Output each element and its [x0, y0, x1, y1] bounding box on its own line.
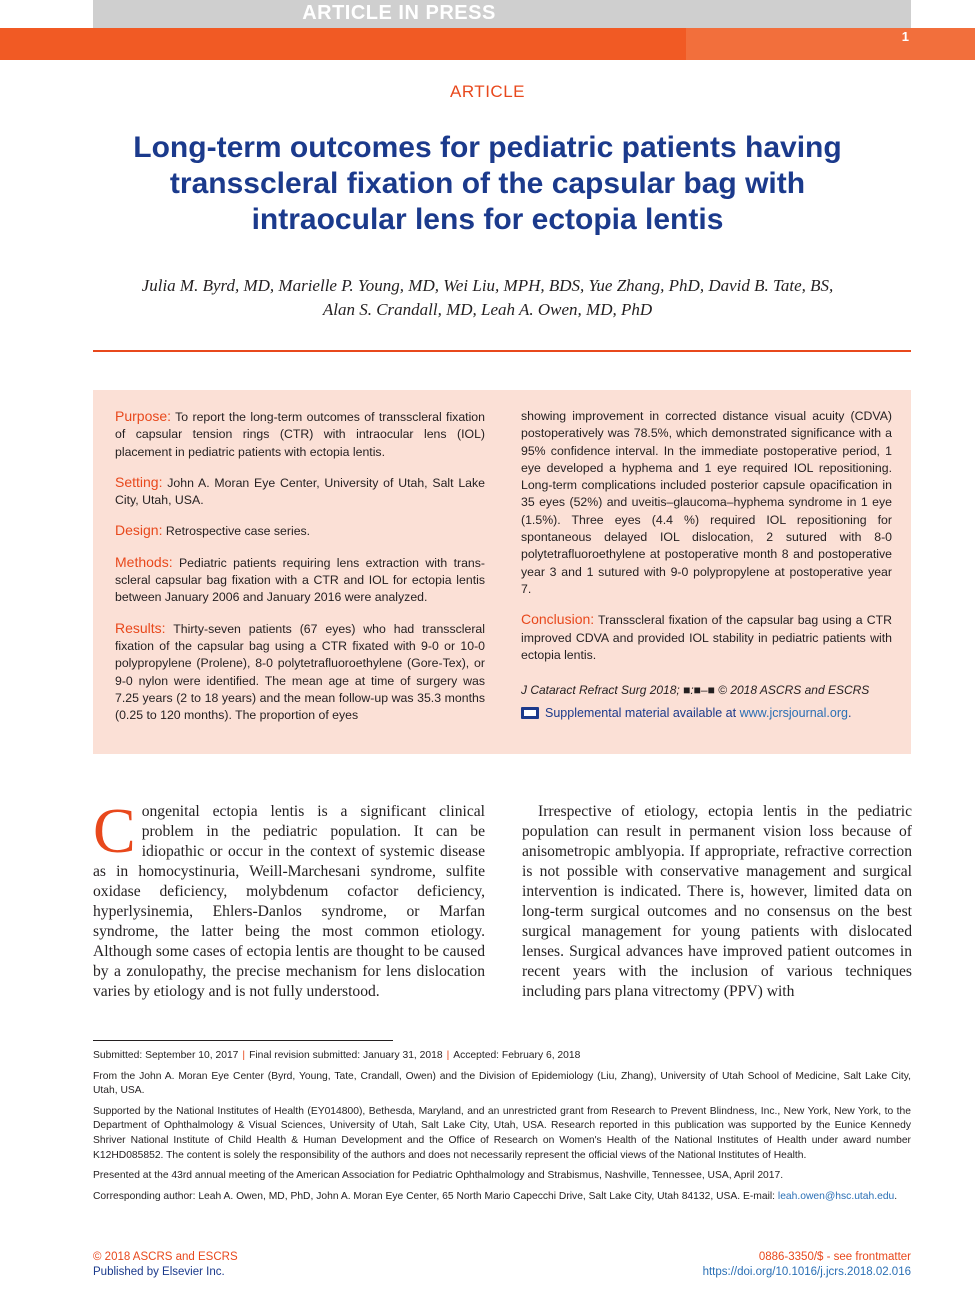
submitted-date: Submitted: September 10, 2017 — [93, 1050, 239, 1061]
title-divider — [93, 350, 911, 352]
section-label: ARTICLE — [450, 82, 525, 101]
supplemental-text: Supplemental material available at — [545, 706, 737, 721]
doi-link[interactable]: https://doi.org/10.1016/j.jcrs.2018.02.016 — [702, 1266, 911, 1278]
author-email-link[interactable]: leah.owen@hsc.utah.edu — [777, 1190, 895, 1202]
abstract-conclusion — [521, 611, 892, 664]
author-line-2: Alan S. Crandall, MD, Leah A. Owen, MD, PhD — [322, 300, 653, 319]
article-in-press-label: ARTICLE IN PRESS — [302, 2, 496, 24]
journal-citation: J Cataract Refract Surg 2018; ■:■–■ © 2018 ASCRS and ESCRS — [521, 683, 870, 698]
body-right-column — [522, 802, 912, 1002]
intro-paragraph: ongenital ectopia lentis is a significant clinical problem in the pediatric population. It can be idiopathic or occur in the context of systemic disease as in homocystinuria, Weill-Marchesani syndrome, sulfite oxidase deficiency, molybdenum cofactor deficiency, hyperlysinemia, Ehlers-Danlos syndrome, or Marfan syndrome, the latter being the most common etiology. Although some cases of ectopia lentis are thought to be caused by a zonulopathy, the precise mechanism for lens dislocation varies by etiology and is not fully understood. — [93, 803, 485, 1000]
accepted-date: Accepted: February 6, 2018 — [453, 1050, 581, 1061]
corresponding-author — [93, 1190, 911, 1205]
header-bar-left — [0, 28, 686, 60]
conclusion-text: Transscleral fixation of the capsular bag using a CTR improved CDVA and provided IOL stability in pediatric patients with ectopia lentis. — [521, 613, 892, 662]
abstract-design — [115, 522, 485, 540]
submission-dates — [93, 1049, 911, 1064]
setting-text: John A. Moran Eye Center, University of Utah, Salt Lake City, Utah, USA. — [115, 475, 485, 508]
supplemental-end: . — [847, 706, 852, 721]
results-continued: showing improvement in corrected distance visual acuity (CDVA) postoperatively was 78.5%, which demonstrated significance with a 95% confidence interval. In the immediate postoperative period, 1 eye developed a hyphema and 1 eye required IOL repositioning. Long-term complications included posterior capsule opacification in 35 eyes (52%) and uveitis–glaucoma–hyphema syndrome in 1 eye (1.5%). Three eyes (4.4 %) required IOL repositioning for spontaneous delayed IOL dislocation, 2 sutured with 8-0 polytetrafluoroethylene at postoperative month 8 and postoperative year 3 and 1 sutured with 9-0 polypropylene at postoperative year 7. — [521, 409, 892, 596]
author-list — [110, 274, 865, 322]
purpose-label: Purpose: — [115, 408, 172, 424]
copyright: © 2018 ASCRS and ESCRS — [93, 1251, 238, 1263]
abstract-left-column — [115, 408, 485, 737]
results-label: Results: — [115, 619, 166, 636]
issn: 0886-3350/$ - see frontmatter — [758, 1251, 911, 1263]
abstract-setting — [115, 474, 485, 510]
drop-cap: C — [93, 795, 136, 866]
journal-website-link[interactable]: www.jcrsjournal.org — [739, 706, 848, 721]
abstract-right-column — [521, 408, 892, 723]
author-line-1: Julia M. Byrd, MD, Marielle P. Young, MD, Wei Liu, MPH, BDS, Yue Zhang, PhD, David B. Tate, BS, — [141, 276, 834, 295]
footnotes — [93, 1049, 911, 1210]
purpose-text: To report the long-term outcomes of transscleral fixation of capsular tension rings (CTR) with intraocular lens (IOL) placement in pediatric patients with ectopia lentis. — [115, 410, 485, 459]
date-separator: | — [242, 1050, 246, 1061]
footnote-divider — [93, 1040, 393, 1041]
supplemental-icon — [521, 707, 539, 719]
abstract-methods — [115, 554, 485, 607]
revision-date: Final revision submitted: January 31, 2018 — [249, 1050, 443, 1061]
setting-label: Setting: — [115, 473, 163, 490]
article-title: Long-term outcomes for pediatric patients having transscleral fixation of the capsular bag with intraocular lens for ectopia lentis — [133, 131, 842, 236]
funding-note: Supported by the National Institutes of Health (EY014800), Bethesda, Maryland, and an unrestricted grant from Research to Prevent Blindness, Inc., New York, New York, to the Department of Ophthalmology & Visual Sciences, University of Utah, Salt Lake City, Utah, USA. Research reported in this publication was supported by the Eunice Kennedy Shriver National Institute of Child Health & Human Development and the Office of Research on Women's Health of the National Institutes of Health under award number K12HD085852. The content is solely the responsibility of the authors and does not necessarily represent the official views of the National Institutes of Health. — [93, 1105, 911, 1161]
methods-text: Pediatric patients requiring lens extraction with trans-scleral capsular bag fixation with a CTR and IOL for ectopia lentis between January 2006 and January 2016 were analyzed. — [115, 555, 485, 605]
footer-right — [703, 1250, 911, 1280]
affiliation-note: From the John A. Moran Eye Center (Byrd, Young, Tate, Crandall, Owen) and the Division of Epidemiology (Liu, Zhang), University of Utah School of Medicine, Salt Lake City, Utah, USA. — [93, 1070, 911, 1097]
etiology-paragraph: Irrespective of etiology, ectopia lentis in the pediatric population can result in permanent vision loss because of anisometropic amblyopia. If appropriate, refractive correction is not possible with conservative management and surgical intervention is indicated. There is, however, limited data on long-term surgical outcomes and no consensus on the best surgical management for young patients with dislocated lenses. Surgical advances have improved patient outcomes in recent years with the inclusion of various techniques including pars plana vitrectomy (PPV) with — [522, 803, 912, 1000]
footer-left — [93, 1250, 238, 1280]
corresponding-text: Corresponding author: Leah A. Owen, MD, PhD, John A. Moran Eye Center, 65 North Mario Capecchi Drive, Salt Lake City, Utah 84132, USA. E-mail: — [93, 1190, 776, 1202]
supplemental-note — [521, 705, 892, 722]
abstract-box — [93, 390, 911, 754]
conclusion-label: Conclusion: — [521, 611, 595, 628]
header-bar-right — [686, 28, 975, 60]
page-number: 1 — [901, 29, 909, 44]
date-separator: | — [446, 1050, 450, 1061]
methods-label: Methods: — [115, 553, 173, 570]
abstract-results — [115, 620, 485, 725]
presentation-note: Presented at the 43rd annual meeting of the American Association for Pediatric Ophthalmology and Strabismus, Nashville, Tennessee, USA, April 2017. — [93, 1170, 784, 1182]
publisher: Published by Elsevier Inc. — [93, 1266, 225, 1278]
design-label: Design: — [115, 522, 163, 539]
results-text: Thirty-seven patients (67 eyes) who had transscleral fixation of the capsular bag using a CTR fixated with 9-0 or 10-0 polypropylene (Prolene), 8-0 polytetrafluoroethylene (Gore-Tex), or 9-0 nylon were identified. The mean age at time of surgery was 7.25 years (2 to 18 years) and the mean follow-up was 35.3 months (0.25 to 120 months). The proportion of eyes — [115, 621, 485, 723]
design-text: Retrospective case series. — [165, 524, 311, 539]
abstract-purpose — [115, 408, 485, 461]
body-left-column — [93, 795, 485, 1002]
email-end: . — [894, 1190, 898, 1202]
